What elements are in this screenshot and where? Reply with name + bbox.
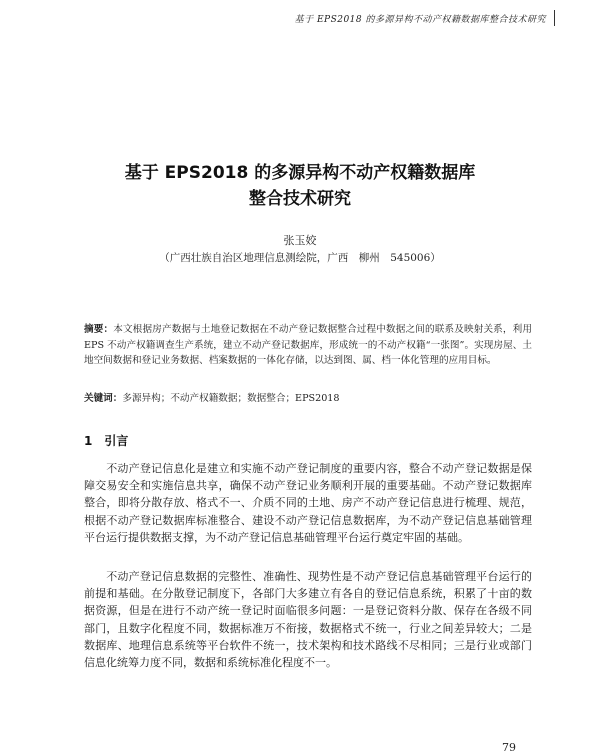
abstract-text: 本文根据房产数据与土地登记数据在不动产登记数据整合过程中数据之间的联系及映射关系，利用 EPS 不动产权籍调查生产系统，建立不动产登记数据库，形成统一的不动产权籍“一张图”。实现房屋、土地空间数据和登记业务数据、档案数据的一体化存储，以达到图、属、档一体化管理的应用目标。 — [84, 324, 533, 367]
header-rule — [554, 10, 555, 26]
keywords-text: 多源异构；不动产权籍数据；数据整合；EPS2018 — [122, 393, 340, 404]
title-line-1: 基于 EPS2018 的多源异构不动产权籍数据库 — [124, 163, 476, 183]
page-number: 79 — [502, 741, 516, 754]
body-paragraph-2 — [84, 568, 532, 671]
keywords-label: 关键词： — [84, 393, 123, 404]
author-affiliation: （广西壮族自治区地理信息测绘院，广西 柳州 545006） — [159, 252, 441, 264]
body-paragraph-1 — [84, 460, 532, 546]
paragraph-text: 不动产登记信息化是建立和实施不动产登记制度的重要内容，整合不动产登记数据是保障交易安全和实施信息共享，确保不动产登记业务顺利开展的重要基础。不动产登记数据库整合，即将分散存放、格式不一、介质不同的土地、房产不动产登记信息进行梳理、规范，根据不动产登记数据库标准整合、建设不动产登记信息数据库，为不动产登记信息基础管理平台运行提供数据支撑，为不动产登记信息基础管理平台运行奠定牢固的基础。 — [84, 462, 532, 544]
running-head: 基于 EPS2018 的多源异构不动产权籍数据库整合技术研究 — [294, 15, 546, 25]
section-title: 引言 — [104, 434, 129, 448]
section-heading — [84, 432, 128, 449]
section-number: 1 — [84, 434, 93, 448]
abstract-label: 摘要： — [84, 324, 114, 335]
paragraph-text: 不动产登记信息数据的完整性、准确性、现势性是不动产登记信息基础管理平台运行的前提和基础。在分散登记制度下，各部门大多建立有各自的登记信息系统，积累了十亩的数据资源，但是在进行不动产统一登记时面临很多问题：一是登记资料分散、保存在各级不同部门，且数字化程度不同，数据标准万不衔接，数据格式不统一，行业之间差异较大；二是数据库、地理信息系统等平台软件不统一，技术架构和技术路线不尽相同；三是行业或部门信息化统筹力度不同，数据和系统标准化程度不一。 — [84, 570, 532, 670]
author-name: 张玉姣 — [283, 234, 317, 247]
abstract — [84, 322, 532, 369]
title-line-2: 整合技术研究 — [249, 189, 351, 209]
paper-title — [0, 160, 600, 212]
keywords — [84, 391, 532, 406]
